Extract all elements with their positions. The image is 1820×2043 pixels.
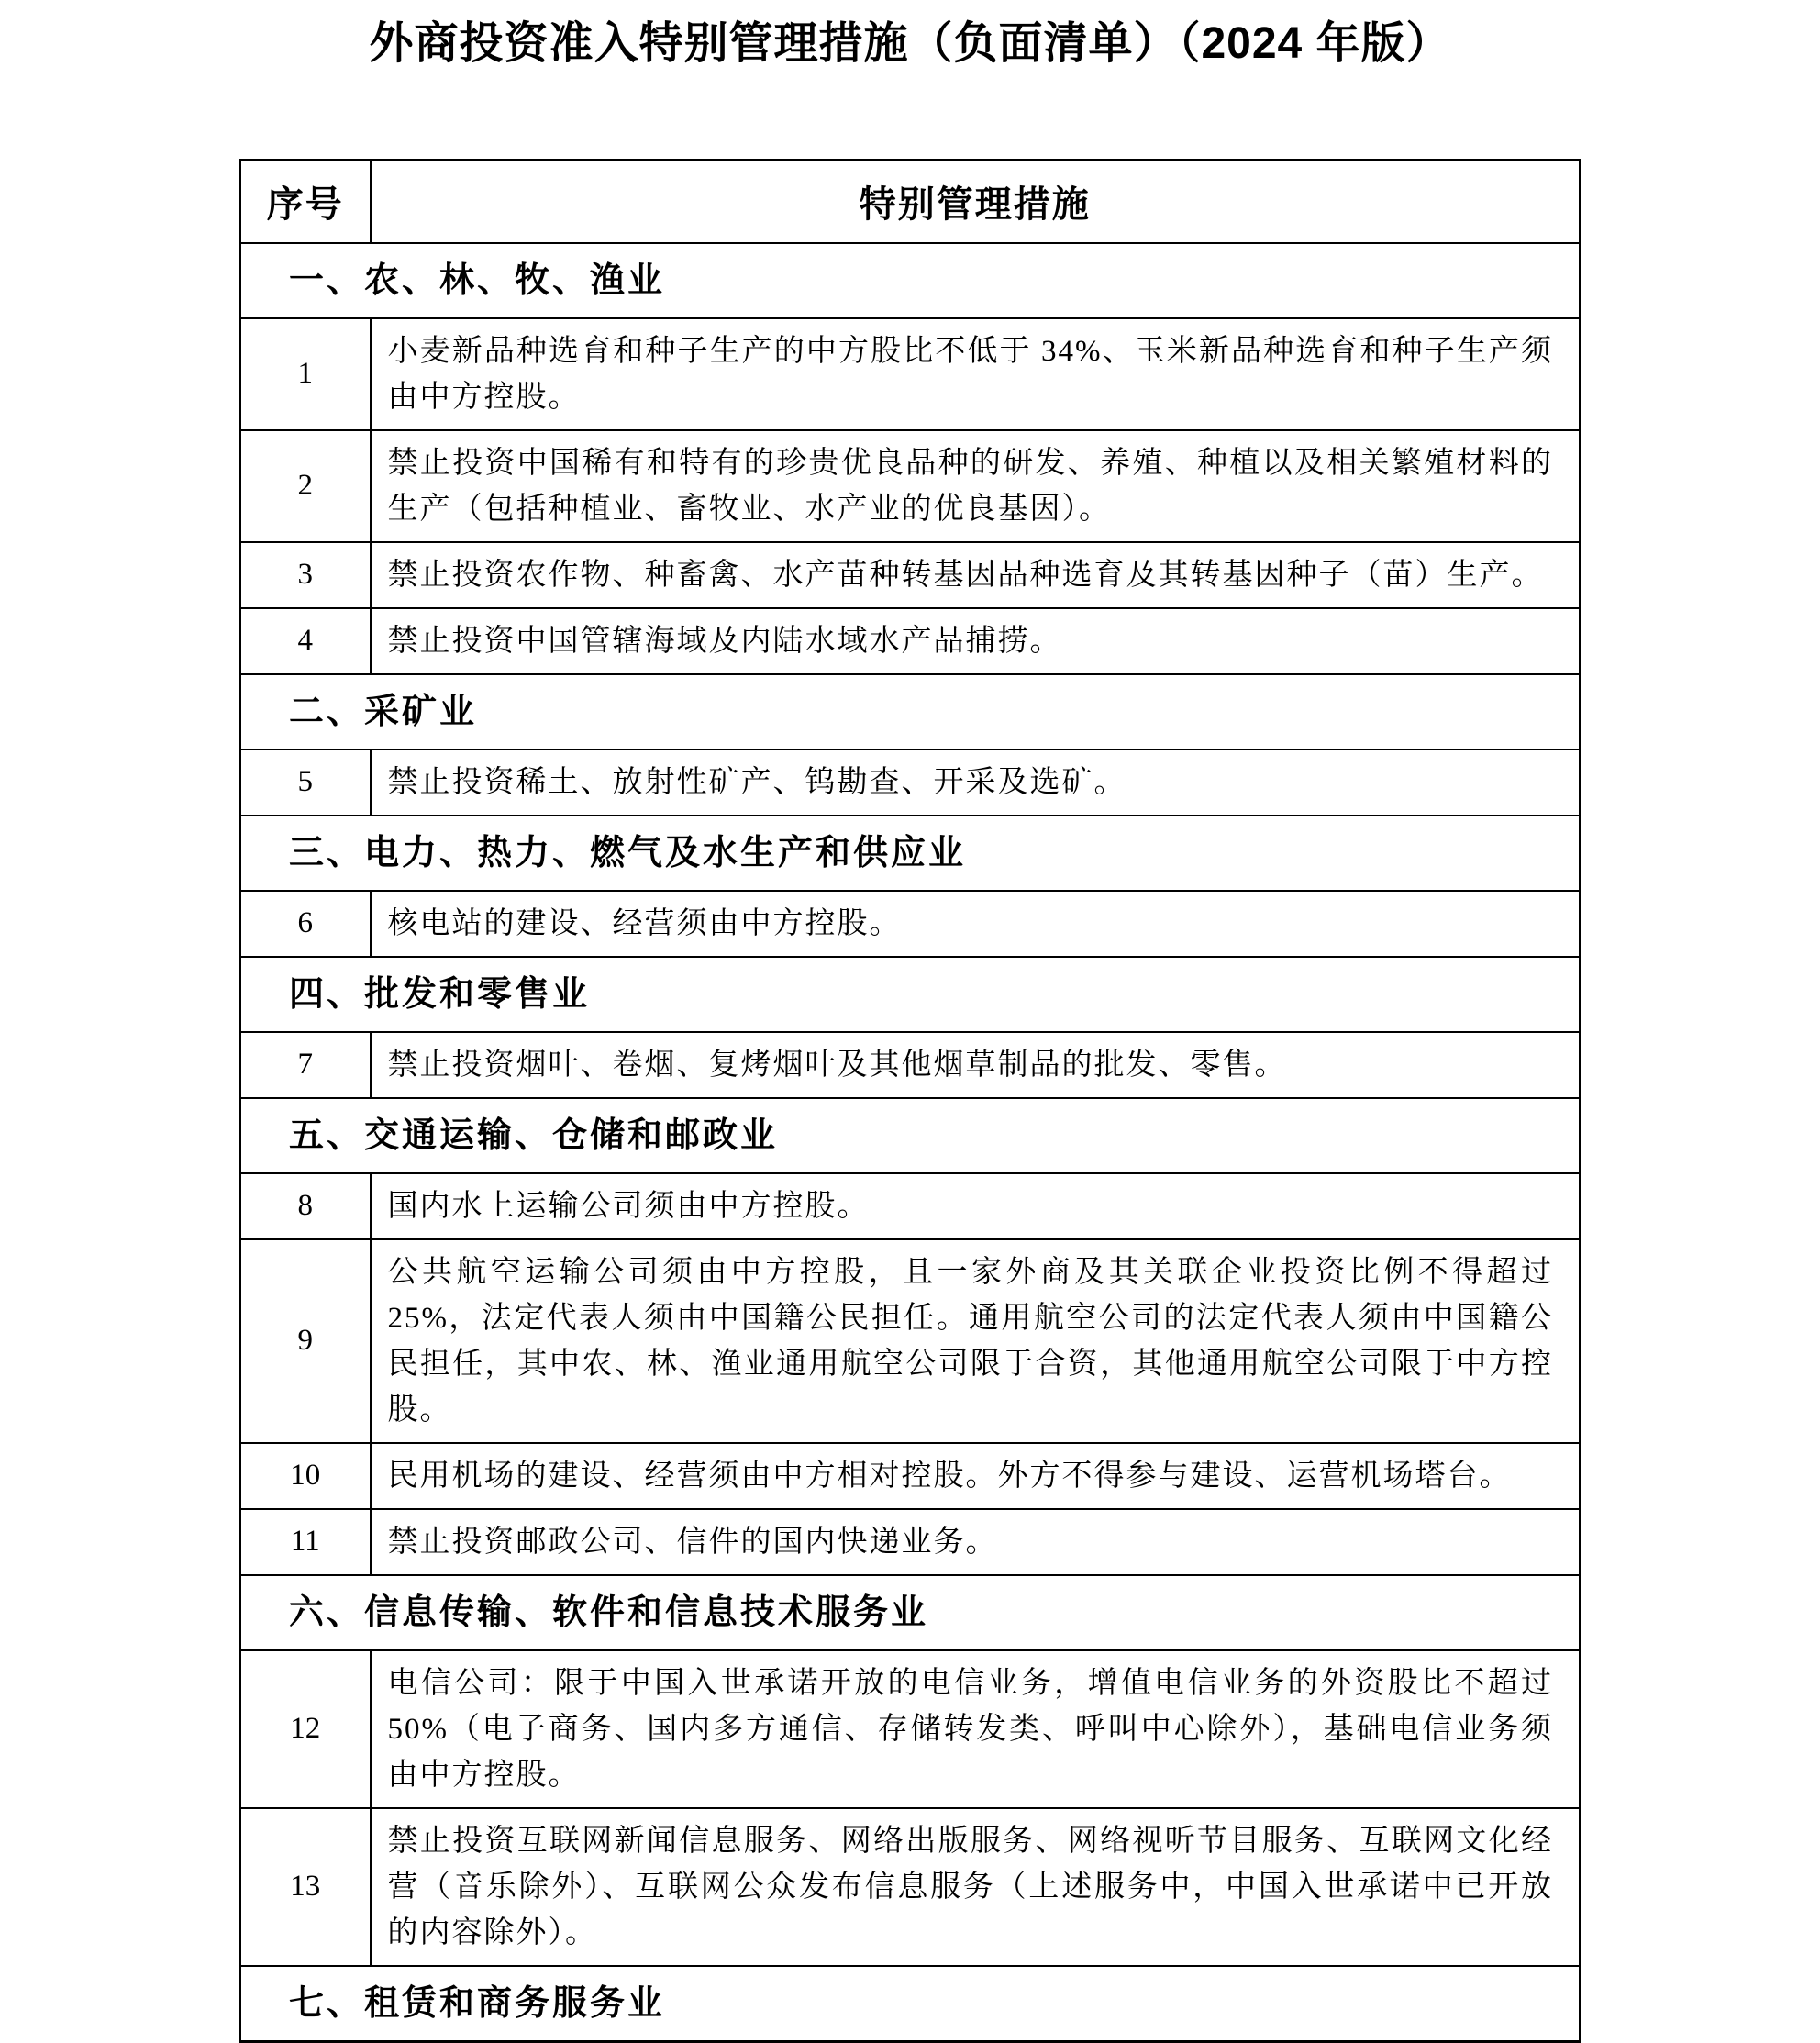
measure-text: 禁止投资中国管辖海域及内陆水域水产品捕捞。 — [371, 608, 1581, 674]
row-number: 2 — [240, 430, 371, 542]
measure-text: 禁止投资烟叶、卷烟、复烤烟叶及其他烟草制品的批发、零售。 — [371, 1032, 1581, 1098]
measure-text: 公共航空运输公司须由中方控股，且一家外商及其关联企业投资比例不得超过 25%，法定代表人须由中国籍公民担任。通用航空公司的法定代表人须由中国籍公民担任，其中农、林、渔业通用航空公司限于合资，其他通用航空公司限于中方控股。 — [371, 1239, 1581, 1443]
section-row — [240, 1575, 1581, 1650]
measure-text: 禁止投资农作物、种畜禽、水产苗种转基因品种选育及其转基因种子（苗）生产。 — [371, 542, 1581, 608]
measure-row — [240, 1032, 1581, 1098]
measure-text: 国内水上运输公司须由中方控股。 — [371, 1173, 1581, 1239]
row-number: 1 — [240, 318, 371, 430]
row-number: 3 — [240, 542, 371, 608]
measure-row — [240, 891, 1581, 957]
header-cell-index: 序号 — [240, 161, 371, 243]
measure-text: 禁止投资稀土、放射性矿产、钨勘查、开采及选矿。 — [371, 749, 1581, 816]
table-header-row — [240, 161, 1581, 243]
table-header — [240, 161, 1581, 243]
measure-text: 核电站的建设、经营须由中方控股。 — [371, 891, 1581, 957]
measure-row — [240, 1650, 1581, 1808]
measure-row — [240, 1808, 1581, 1966]
measure-row — [240, 542, 1581, 608]
section-title: 四、批发和零售业 — [240, 957, 1581, 1032]
row-number: 4 — [240, 608, 371, 674]
table-body — [240, 243, 1581, 2042]
measure-row — [240, 318, 1581, 430]
row-number: 7 — [240, 1032, 371, 1098]
measure-row — [240, 749, 1581, 816]
section-row — [240, 1098, 1581, 1173]
section-row — [240, 816, 1581, 891]
measure-text: 禁止投资中国稀有和特有的珍贵优良品种的研发、养殖、种植以及相关繁殖材料的生产（包括种植业、畜牧业、水产业的优良基因）。 — [371, 430, 1581, 542]
section-row — [240, 957, 1581, 1032]
document-title: 外商投资准入特别管理措施（负面清单）（2024 年版） — [369, 19, 1451, 68]
measure-row — [240, 1509, 1581, 1575]
row-number: 5 — [240, 749, 371, 816]
row-number: 13 — [240, 1808, 371, 1966]
measure-text: 禁止投资互联网新闻信息服务、网络出版服务、网络视听节目服务、互联网文化经营（音乐除外）、互联网公众发布信息服务（上述服务中，中国入世承诺中已开放的内容除外）。 — [371, 1808, 1581, 1966]
row-number: 12 — [240, 1650, 371, 1808]
section-title: 六、信息传输、软件和信息技术服务业 — [240, 1575, 1581, 1650]
measure-text: 电信公司：限于中国入世承诺开放的电信业务，增值电信业务的外资股比不超过 50%（电子商务、国内多方通信、存储转发类、呼叫中心除外），基础电信业务须由中方控股。 — [371, 1650, 1581, 1808]
section-row — [240, 674, 1581, 749]
measure-text: 小麦新品种选育和种子生产的中方股比不低于 34%、玉米新品种选育和种子生产须由中方控股。 — [371, 318, 1581, 430]
section-title: 七、租赁和商务服务业 — [240, 1966, 1581, 2042]
measure-text: 禁止投资邮政公司、信件的国内快递业务。 — [371, 1509, 1581, 1575]
measure-row — [240, 430, 1581, 542]
section-row — [240, 243, 1581, 318]
section-title: 二、采矿业 — [240, 674, 1581, 749]
row-number: 11 — [240, 1509, 371, 1575]
row-number: 8 — [240, 1173, 371, 1239]
section-title: 一、农、林、牧、渔业 — [240, 243, 1581, 318]
section-row — [240, 1966, 1581, 2042]
section-title: 五、交通运输、仓储和邮政业 — [240, 1098, 1581, 1173]
measure-row — [240, 1443, 1581, 1509]
row-number: 10 — [240, 1443, 371, 1509]
negative-list-table — [239, 159, 1581, 2043]
row-number: 9 — [240, 1239, 371, 1443]
row-number: 6 — [240, 891, 371, 957]
measure-row — [240, 608, 1581, 674]
measure-text: 民用机场的建设、经营须由中方相对控股。外方不得参与建设、运营机场塔台。 — [371, 1443, 1581, 1509]
section-title: 三、电力、热力、燃气及水生产和供应业 — [240, 816, 1581, 891]
document-page — [0, 17, 1820, 2023]
measure-row — [240, 1173, 1581, 1239]
measure-row — [240, 1239, 1581, 1443]
header-cell-measures: 特别管理措施 — [371, 161, 1581, 243]
